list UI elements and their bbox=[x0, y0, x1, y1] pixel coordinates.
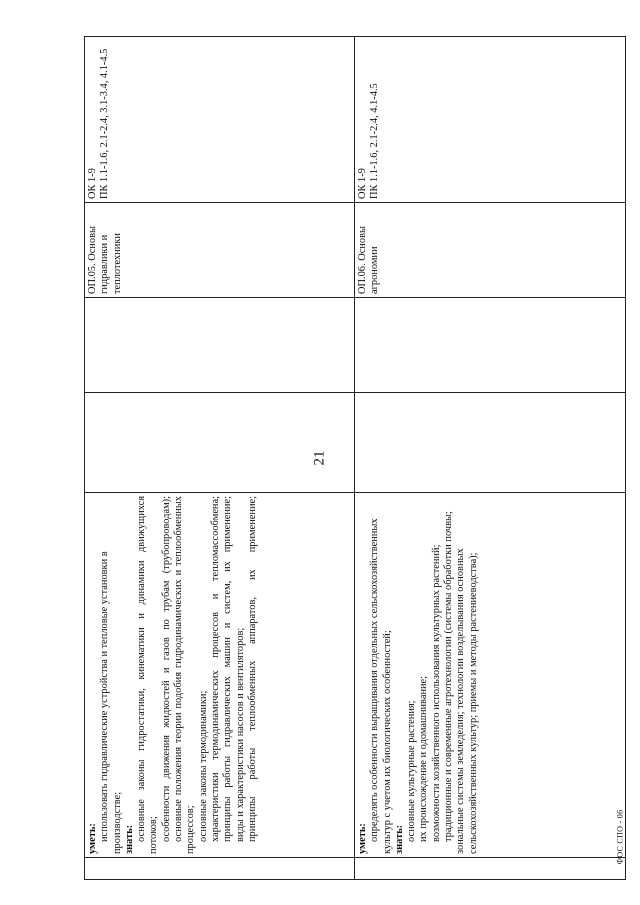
skills-knowledge-cell bbox=[355, 493, 626, 858]
knowledge-item: виды и характеристики насосов и вентиляторов; bbox=[234, 627, 246, 842]
knowledge-item: основные законы термодинамики; bbox=[197, 690, 209, 842]
table-row bbox=[355, 37, 626, 880]
knowledge-item: особенности движения жидкостей и газов по трубам (трубопроводам); bbox=[160, 496, 172, 842]
knowledge-item: основные положения теории подобия гидродинамических и теплообменных процессов; bbox=[173, 496, 197, 854]
knowledge-item: возможности хозяйственного использования культурных растений; bbox=[430, 544, 442, 842]
footer-code: ФОС СПО - 06 bbox=[615, 809, 625, 865]
discipline-cell: ОП.05. Основы гидравлики и теплотехники bbox=[85, 203, 355, 298]
empty-cell bbox=[355, 298, 626, 393]
skill-item: использовать гидравлические устройства и тепловые установки в производстве; bbox=[99, 551, 123, 854]
empty-cell bbox=[85, 393, 355, 493]
knowledge-item: основные культурные растения; bbox=[406, 700, 418, 842]
knowledge-heading: знать: bbox=[123, 824, 135, 854]
knowledge-item: принципы работы теплообменных аппаратов, их применение; bbox=[246, 496, 258, 842]
empty-cell bbox=[355, 858, 626, 880]
empty-cell bbox=[85, 298, 355, 393]
table-row bbox=[85, 37, 355, 880]
knowledge-item: принципы работы гидравлических машин и систем, их применение; bbox=[222, 496, 234, 842]
empty-cell bbox=[355, 393, 626, 493]
knowledge-item: их происхождение и одомашнивание; bbox=[418, 675, 430, 842]
competencies-cell: ОК 1-9 ПК 1.1-1.6, 2.1-2.4, 4.1-4.5 bbox=[355, 37, 626, 203]
skill-item: определять особенности выращивания отдельных сельскохозяйственных культур с учетом их биологических особенностей; bbox=[369, 518, 393, 854]
knowledge-item: традиционные и современные агротехнологии (системы обработки почвы; зональные системы земледелия; технологии возделывания основных сельскохозяйственных культур; приемы и методы растениеводства); bbox=[443, 511, 479, 854]
competencies-cell: ОК 1-9 ПК 1.1-1.6, 2.1-2.4, 3.1-3.4, 4.1-4.5 bbox=[85, 37, 355, 203]
curriculum-table bbox=[84, 36, 626, 880]
skills-knowledge-cell bbox=[85, 493, 355, 858]
skills-heading: уметь: bbox=[357, 823, 368, 854]
rotated-table-container bbox=[84, 37, 625, 880]
knowledge-item: основные законы гидростатики, кинематики и динамики движущихся потоков; bbox=[136, 496, 160, 854]
skills-heading: уметь: bbox=[87, 823, 98, 854]
knowledge-item: характеристики термодинамических процессов и тепломассообмена; bbox=[209, 496, 221, 842]
discipline-cell: ОП.06. Основы агрономии bbox=[355, 203, 626, 298]
knowledge-heading: знать: bbox=[393, 824, 405, 854]
empty-cell bbox=[85, 858, 355, 880]
page-number: 21 bbox=[311, 450, 328, 466]
